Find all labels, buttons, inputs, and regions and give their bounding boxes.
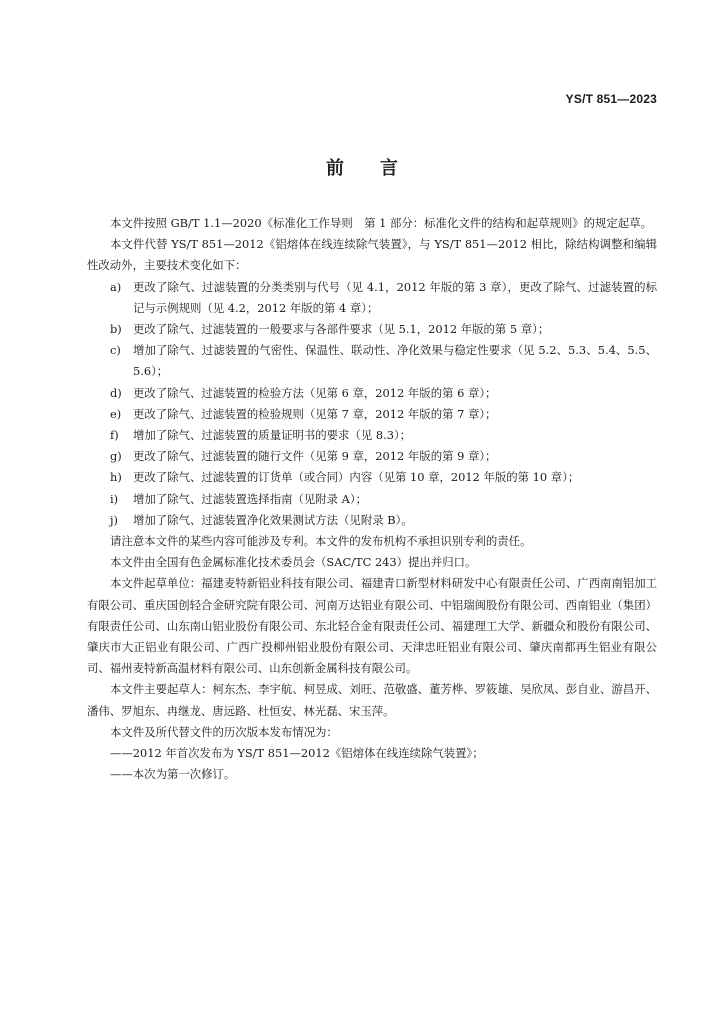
paragraph-proposer: 本文件由全国有色金属标准化技术委员会（SAC/TC 243）提出并归口。 xyxy=(110,555,477,570)
list-item xyxy=(87,467,657,488)
list-item xyxy=(87,383,657,404)
list-marker: c) xyxy=(110,343,121,358)
list-item-text: 更改了除气、过滤装置的一般要求与各部件要求（见 5.1，2012 年版的第 5 章）； xyxy=(133,322,550,337)
list-marker: h) xyxy=(110,470,122,485)
list-item xyxy=(87,425,657,446)
list-item xyxy=(87,510,657,531)
list-item-text: 增加了除气、过滤装置选择指南（见附录 A）； xyxy=(133,491,367,506)
paragraph-history-intro: 本文件及所代替文件的历次版本发布情况为： xyxy=(110,724,338,739)
list-item-text: 更改了除气、过滤装置的订货单（或合同）内容（见第 10 章，2012 年版的第 10 章）； xyxy=(133,470,580,485)
list-marker: g) xyxy=(110,449,122,464)
list-marker: d) xyxy=(110,385,122,400)
list-marker: a) xyxy=(110,279,122,294)
list-item-text: 更改了除气、过滤装置的随行文件（见第 9 章，2012 年版的第 9 章）； xyxy=(133,449,497,464)
list-item xyxy=(87,404,657,425)
paragraph-drafting-rule: 本文件按照 GB/T 1.1—2020《标准化工作导则 第 1 部分：标准化文件的结构和起草规则》的规定起草。 xyxy=(110,216,652,230)
list-item-text: 增加了除气、过滤装置的气密性、保温性、联动性、净化效果与稳定性要求（见 5.2、5.3、5.4、5.5、5.6）； xyxy=(133,343,657,379)
changes-list xyxy=(87,277,657,531)
list-item-text: 增加了除气、过滤装置净化效果测试方法（见附录 B）。 xyxy=(133,512,413,527)
list-item xyxy=(87,489,657,510)
list-item-text: 更改了除气、过滤装置的检验方法（见第 6 章，2012 年版的第 6 章）； xyxy=(133,385,497,400)
foreword-body xyxy=(87,213,657,785)
paragraph-drafters: 本文件主要起草人：柯东杰、李宇航、柯昱成、刘旺、范敬盛、董芳桦、罗筱雄、吴欣凤、彭自业、游昌开、潘伟、罗旭东、冉继龙、唐远路、杜恒安、林光磊、宋玉萍。 xyxy=(87,682,657,718)
history-item: ——本次为第一次修订。 xyxy=(110,767,236,782)
paragraph-drafting-units: 本文件起草单位：福建麦特新铝业科技有限公司、福建青口新型材料研发中心有限责任公司、广西南南铝加工有限公司、重庆国创轻合金研究院有限公司、河南万达铝业有限公司、中铝瑞闽股份有限公司、西南铝业（集团）有限责任公司、山东南山铝业股份有限公司、东北轻合金有限责任公司、福建理工大学、新疆众和股份有限公司、肇庆市大正铝业有限公司、广西广投柳州铝业股份有限公司、天津忠旺铝业有限公司、肇庆南都再生铝业有限公司、福州麦特新高温材料有限公司、山东创新金属科技有限公司。 xyxy=(87,576,657,676)
document-code: YS/T 851—2023 xyxy=(565,92,657,106)
page-title: 前言 xyxy=(326,158,434,179)
history-item: ——2012 年首次发布为 YS/T 851—2012《铝熔体在线连续除气装置》； xyxy=(110,746,484,761)
list-item-text: 增加了除气、过滤装置的质量证明书的要求（见 8.3）； xyxy=(133,428,412,443)
list-marker: i) xyxy=(110,491,119,506)
paragraph-replacement: 本文件代替 YS/T 851—2012《铝熔体在线连续除气装置》，与 YS/T 851—2012 相比，除结构调整和编辑性改动外，主要技术变化如下： xyxy=(87,237,657,273)
list-marker: j) xyxy=(110,512,118,527)
list-item xyxy=(87,340,657,382)
list-marker: b) xyxy=(110,322,122,337)
list-marker: f) xyxy=(110,428,119,443)
list-item xyxy=(87,277,657,319)
list-item xyxy=(87,446,657,467)
list-marker: e) xyxy=(110,406,122,421)
list-item xyxy=(87,319,657,340)
paragraph-patent-notice: 请注意本文件的某些内容可能涉及专利。本文件的发布机构不承担识别专利的责任。 xyxy=(110,534,532,549)
list-item-text: 更改了除气、过滤装置的检验规则（见第 7 章，2012 年版的第 7 章）； xyxy=(133,406,497,421)
list-item-text: 更改了除气、过滤装置的分类类别与代号（见 4.1，2012 年版的第 3 章），更改了除气、过滤装置的标记与示例规则（见 4.2，2012 年版的第 4 章）； xyxy=(133,279,657,315)
